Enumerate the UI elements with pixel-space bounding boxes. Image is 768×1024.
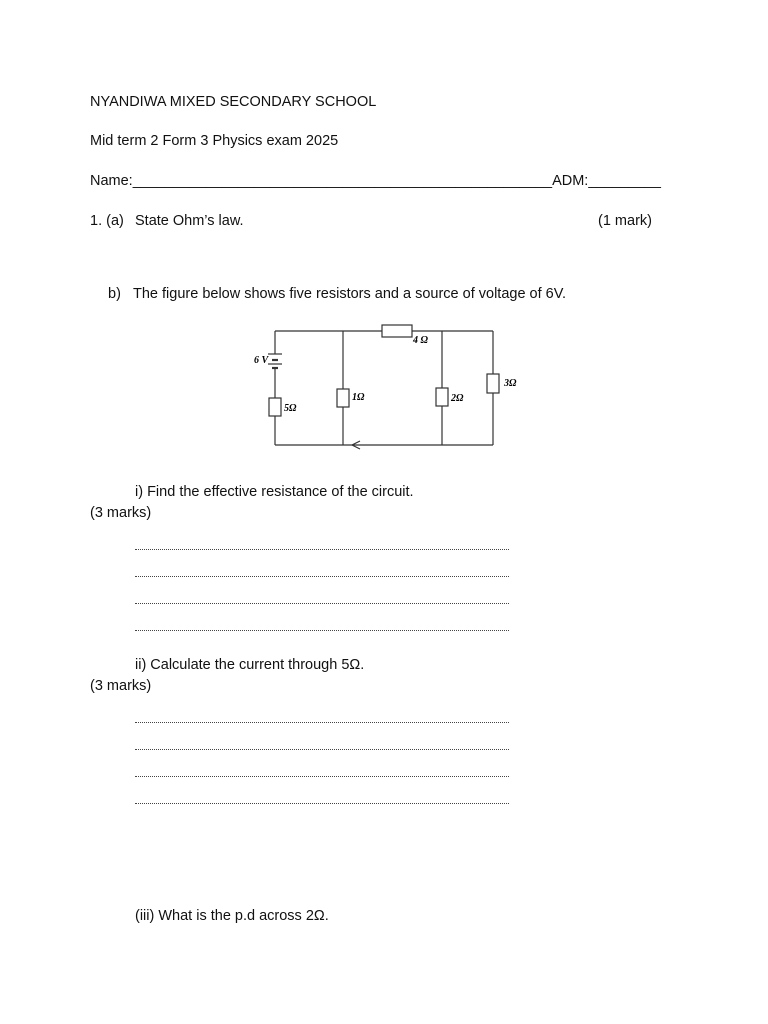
adm-label: ADM: [552,173,589,189]
question-1ii-marks: (3 marks) [90,678,152,694]
name-label: Name: [90,173,133,189]
answer-line[interactable] [135,748,509,750]
adm-field[interactable]: _________ [588,173,661,189]
question-1b-label: b) [108,286,121,302]
resistor-mid2-label: 2Ω [451,393,464,404]
resistor-top-label: 4 Ω [413,335,428,346]
answer-line[interactable] [135,575,509,577]
resistor-mid1-label: 1Ω [352,392,365,403]
resistor-left-label: 5Ω [284,403,297,414]
question-1a-marks: (1 mark) [598,213,652,229]
answer-line[interactable] [135,629,509,631]
source-label: 6 V [254,355,269,366]
question-1ii-text: ii) Calculate the current through 5Ω. [135,657,365,673]
resistor-right-label: 3Ω [504,378,517,389]
cell-icon [268,354,282,368]
resistor-left-icon [269,398,281,416]
resistor-mid1-icon [337,389,349,407]
resistor-right-icon [487,374,499,393]
answer-line[interactable] [135,548,509,550]
circuit-diagram [248,320,517,452]
question-1i-text: i) Find the effective resistance of the circuit. [135,484,414,500]
resistor-top-icon [382,325,412,337]
answer-line[interactable] [135,775,509,777]
question-1iii-text: (iii) What is the p.d across 2Ω. [135,908,329,924]
answer-line[interactable] [135,721,509,723]
question-1b-text: The figure below shows five resistors and a source of voltage of 6V. [133,286,567,302]
question-1i-marks: (3 marks) [90,505,152,521]
question-1a-number: 1. (a) [90,213,124,229]
resistor-mid2-icon [436,388,448,406]
school-name: NYANDIWA MIXED SECONDARY SCHOOL [90,94,377,110]
answer-line[interactable] [135,602,509,604]
answer-line[interactable] [135,802,509,804]
question-1a-text: State Ohm’s law. [135,213,244,229]
student-info-line [90,173,661,189]
name-field[interactable]: ____________________________________________________ [132,173,553,189]
exam-title: Mid term 2 Form 3 Physics exam 2025 [90,133,339,149]
